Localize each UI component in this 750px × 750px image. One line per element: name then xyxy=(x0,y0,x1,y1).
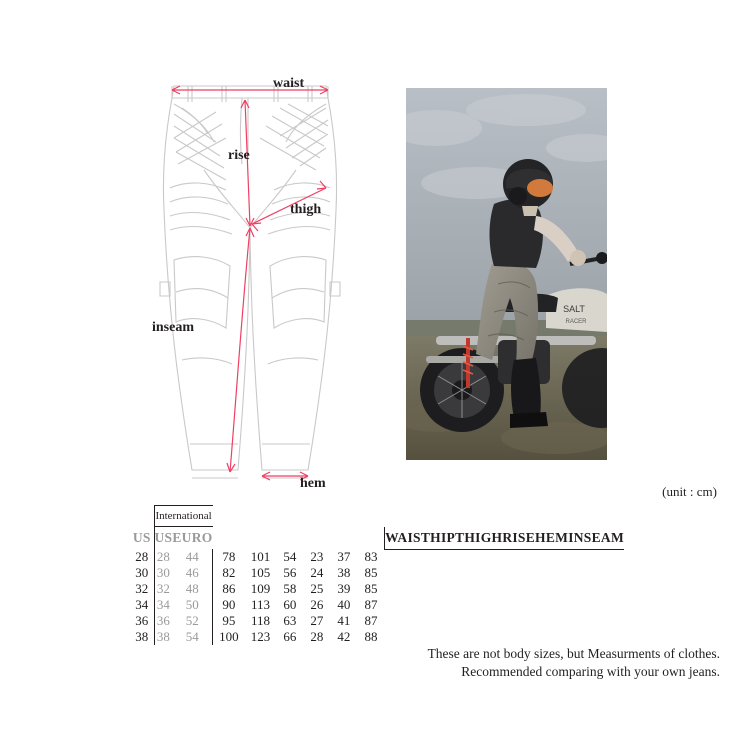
jeans-diagram xyxy=(130,60,400,485)
diagram-label-rise: rise xyxy=(228,148,250,163)
measurement-header-inseam: INSEAM xyxy=(568,527,624,550)
subheader-us-left: US xyxy=(132,529,151,545)
cell-intl-us: 32 xyxy=(154,581,172,597)
cell-rise: 25 xyxy=(310,581,324,596)
cell-inseam: 88 xyxy=(364,629,378,644)
header-rise xyxy=(303,506,330,550)
table-group-header-row xyxy=(130,506,624,527)
measurement-header-waist: WAIST xyxy=(385,527,431,550)
subheader-euro: EURO xyxy=(172,527,212,550)
cell-hem: 40 xyxy=(337,597,351,612)
svg-text:SALT: SALT xyxy=(563,304,585,314)
diagram-label-thigh: thigh xyxy=(290,202,322,217)
cell-waist: 86 xyxy=(213,581,245,597)
cell-intl-us: 36 xyxy=(154,613,172,629)
cell-waist: 95 xyxy=(213,613,245,629)
cell-intl-us: 34 xyxy=(154,597,172,613)
cell-euro: 50 xyxy=(185,597,199,612)
table-row xyxy=(130,613,624,629)
cell-hip: 101 xyxy=(250,549,271,564)
cell-size-us: 28 xyxy=(135,549,149,564)
cell-inseam: 83 xyxy=(364,549,378,564)
unit-note: (unit : cm) xyxy=(662,484,717,499)
cell-euro: 46 xyxy=(185,565,199,580)
cell-waist: 78 xyxy=(213,549,245,565)
international-group-header: International xyxy=(154,506,213,527)
diagram-label-hem: hem xyxy=(300,476,326,491)
table-row xyxy=(130,629,624,645)
header-hip xyxy=(245,506,277,550)
cell-inseam: 87 xyxy=(364,613,378,628)
subheader-us: US xyxy=(154,527,172,550)
table-row xyxy=(130,581,624,597)
header-thigh xyxy=(276,506,303,550)
footer-note-line-1: These are not body sizes, but Measurments of clothes. xyxy=(427,646,720,661)
cell-thigh: 63 xyxy=(283,613,297,628)
product-photo xyxy=(406,88,607,460)
diagram-label-inseam: inseam xyxy=(152,320,194,335)
cell-thigh: 58 xyxy=(283,581,297,596)
cell-inseam: 85 xyxy=(364,565,378,580)
table-row xyxy=(130,597,624,613)
cell-rise: 27 xyxy=(310,613,324,628)
cell-size-us: 38 xyxy=(135,629,149,644)
cell-rise: 23 xyxy=(310,549,324,564)
cell-euro: 48 xyxy=(185,581,199,596)
cell-intl-us: 38 xyxy=(154,629,172,645)
header-waist xyxy=(213,506,245,550)
cell-hem: 38 xyxy=(337,565,351,580)
cell-thigh: 54 xyxy=(283,549,297,564)
cell-hip: 123 xyxy=(250,629,271,644)
cell-thigh: 60 xyxy=(283,597,297,612)
cell-inseam: 87 xyxy=(364,597,378,612)
cell-rise: 26 xyxy=(310,597,324,612)
cell-rise: 28 xyxy=(310,629,324,644)
cell-hem: 41 xyxy=(337,613,351,628)
footer-notes xyxy=(428,645,720,681)
cell-size-us: 34 xyxy=(135,597,149,612)
header-inseam xyxy=(357,506,384,550)
header-hem xyxy=(330,506,357,550)
table-row xyxy=(130,565,624,581)
cell-size-us: 32 xyxy=(135,581,149,596)
cell-waist: 100 xyxy=(213,629,245,645)
cell-size-us: 36 xyxy=(135,613,149,628)
cell-euro: 52 xyxy=(185,613,199,628)
size-table xyxy=(130,505,624,645)
cell-rise: 24 xyxy=(310,565,324,580)
cell-size-us: 30 xyxy=(135,565,149,580)
cell-hip: 109 xyxy=(250,581,271,596)
svg-text:RACER: RACER xyxy=(565,319,587,325)
measurement-header-hip: HIP xyxy=(430,527,455,550)
measurement-header-rise: RISE xyxy=(502,527,535,550)
footer-note-line-2: Recommended comparing with your own jeans. xyxy=(461,664,720,680)
cell-hem: 37 xyxy=(337,549,351,564)
measurement-header-hem: HEM xyxy=(535,527,568,550)
table-row xyxy=(130,549,624,565)
cell-hip: 113 xyxy=(250,597,270,612)
diagram-label-waist: waist xyxy=(273,76,305,91)
cell-thigh: 66 xyxy=(283,629,297,644)
cell-intl-us: 30 xyxy=(154,565,172,581)
cell-euro: 54 xyxy=(185,629,199,644)
spacer-cell xyxy=(130,506,154,527)
cell-hip: 105 xyxy=(250,565,271,580)
cell-waist: 90 xyxy=(213,597,245,613)
cell-waist: 82 xyxy=(213,565,245,581)
cell-inseam: 85 xyxy=(364,581,378,596)
cell-hem: 39 xyxy=(337,581,351,596)
cell-euro: 44 xyxy=(185,549,199,564)
cell-hip: 118 xyxy=(250,613,270,628)
cell-intl-us: 28 xyxy=(154,549,172,565)
cell-hem: 42 xyxy=(337,629,351,644)
measurement-header-thigh: THIGH xyxy=(455,527,502,550)
cell-thigh: 56 xyxy=(283,565,297,580)
